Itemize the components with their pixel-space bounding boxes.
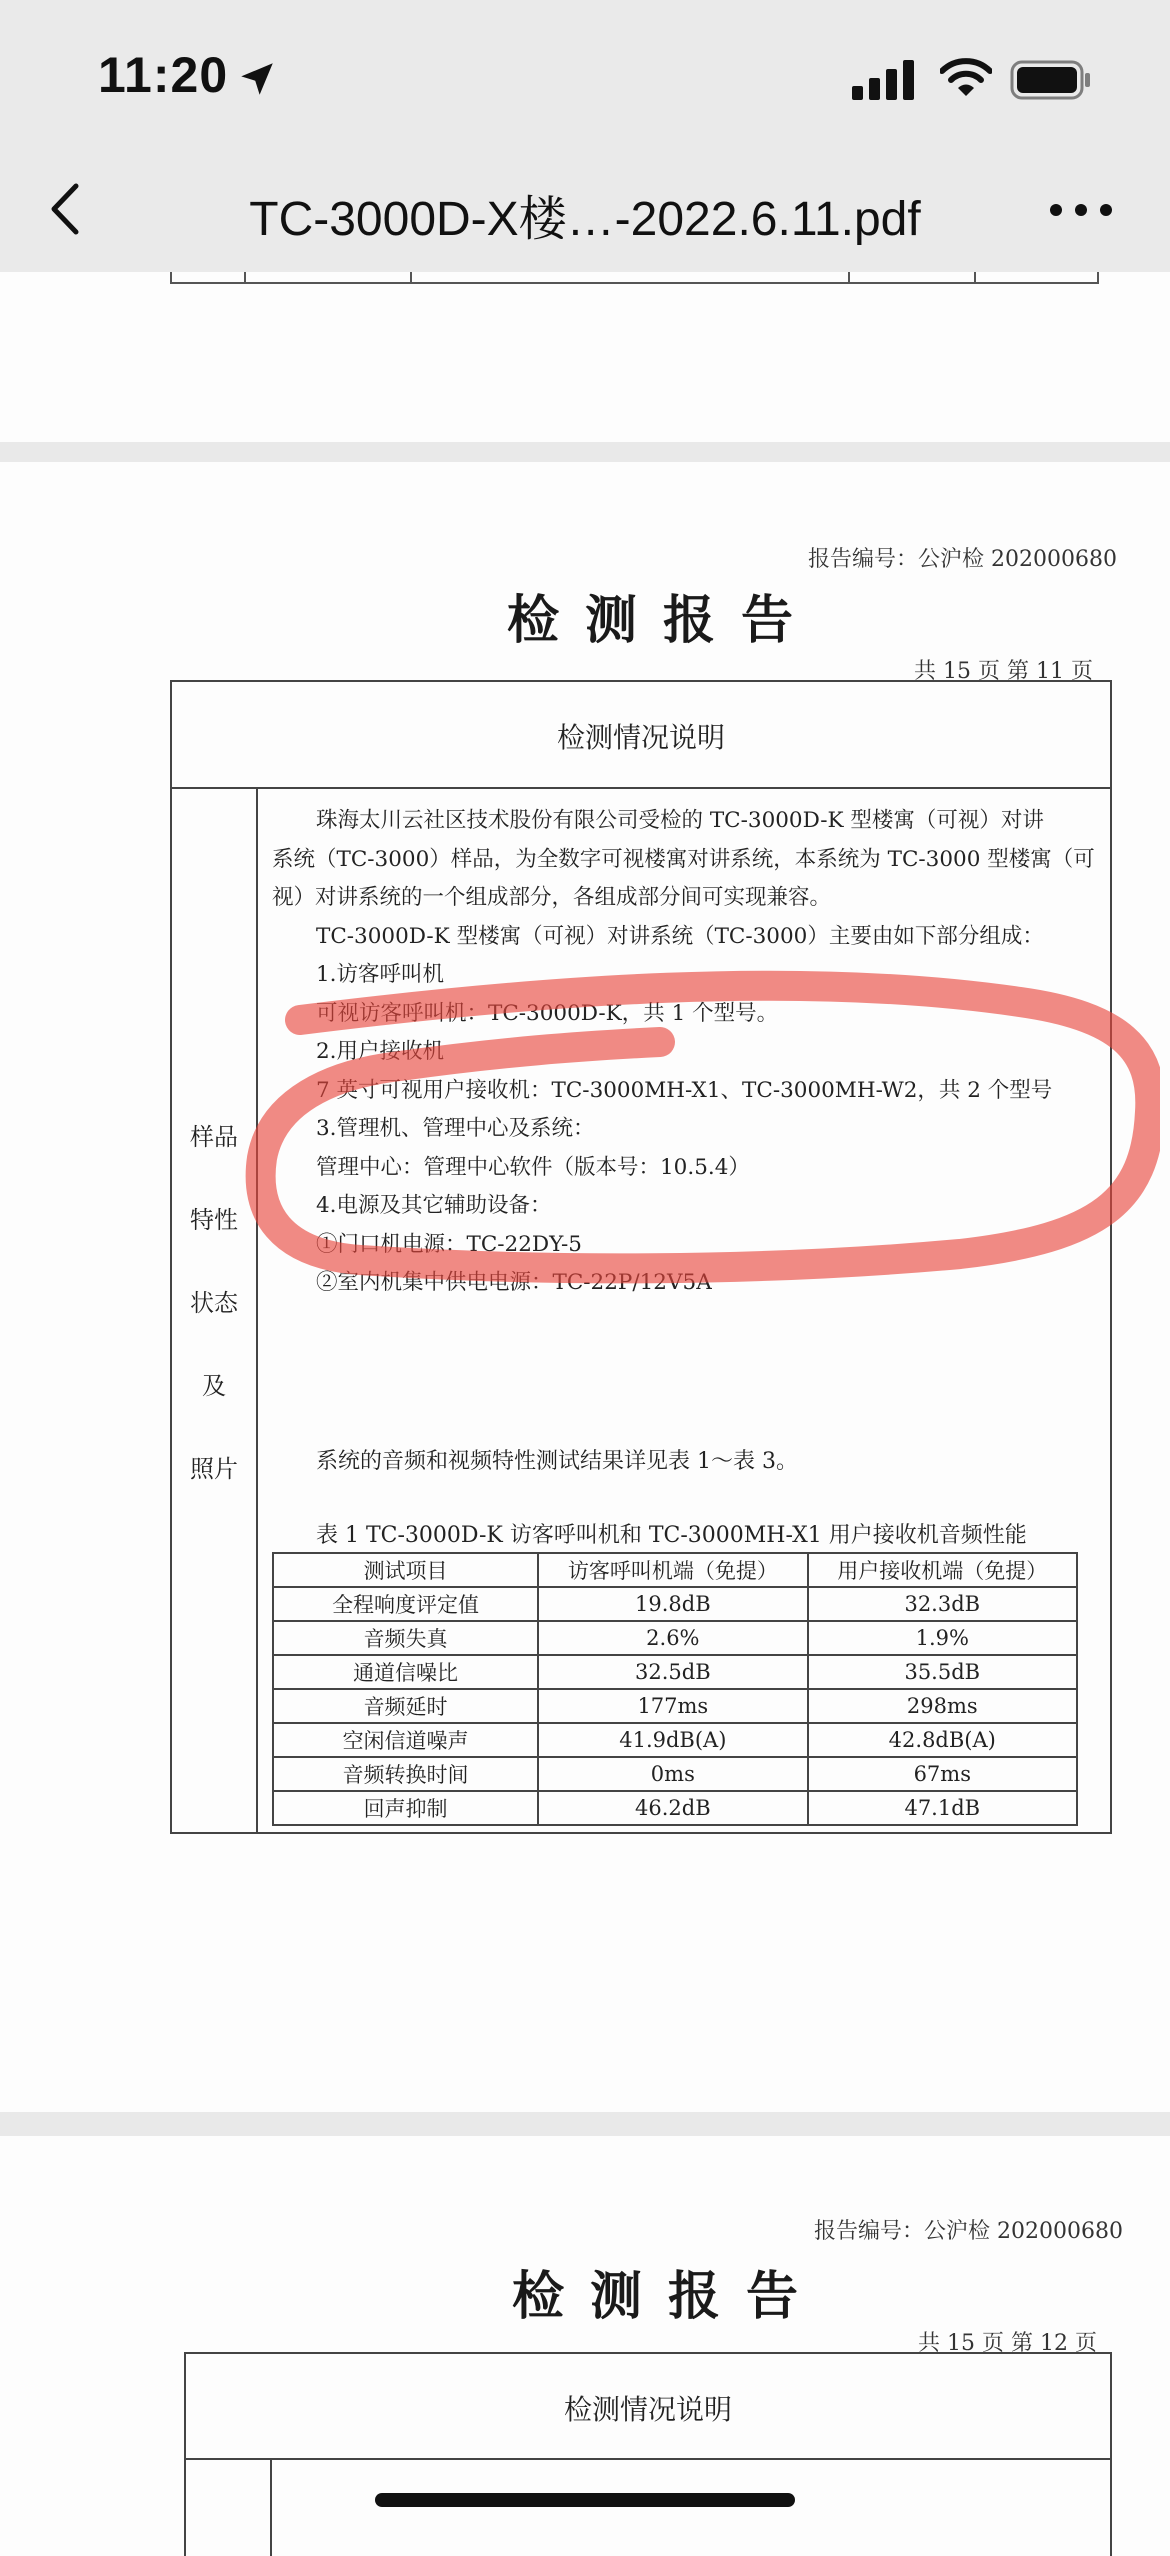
paragraph-line: 视）对讲系统的一个组成部分，各组成部分间可实现兼容。 (272, 885, 832, 910)
report-number: 报告编号：公沪检 202000680 (808, 547, 1117, 572)
report-number: 报告编号：公沪检 202000680 (814, 2219, 1123, 2244)
table-caption: 表 1 TC-3000D-K 访客呼叫机和 TC-3000MH-X1 用户接收机音频性能 (316, 1523, 1027, 1548)
paragraph-line: ①门口机电源：TC-22DY-5 (316, 1231, 582, 1257)
status-bar (0, 0, 1170, 150)
column-header: 测试项目 (273, 1553, 538, 1587)
table-row (273, 1587, 1077, 1621)
wifi-icon (940, 58, 992, 98)
table-header-row (273, 1553, 1077, 1587)
signal-icon (852, 60, 916, 100)
side-label-line: 特性 (190, 1206, 238, 1234)
table-cell: 回声抑制 (273, 1791, 538, 1825)
table-cell: 32.3dB (808, 1587, 1077, 1621)
side-label-line: 样品 (190, 1123, 238, 1151)
table-row (273, 1621, 1077, 1655)
paragraph-line: 可视访客呼叫机：TC-3000D-K，共 1 个型号。 (316, 1000, 779, 1026)
table-cell: 空闲信道噪声 (273, 1723, 538, 1757)
summary-text: 系统的音频和视频特性测试结果详见表 1～表 3。 (316, 1449, 798, 1474)
pdf-page-10 (0, 272, 1170, 442)
nav-bar (0, 150, 1170, 272)
table-cell: 音频转换时间 (273, 1757, 538, 1791)
audio-performance-table (272, 1552, 1078, 1826)
table-cell: 67ms (808, 1757, 1077, 1791)
table-cell: 177ms (538, 1689, 807, 1723)
report-title: 检测报告 (507, 590, 820, 651)
status-time: 11:20 (98, 47, 229, 103)
table-cell: 1.9% (808, 1621, 1077, 1655)
table-cell: 19.8dB (538, 1587, 807, 1621)
table-cell: 32.5dB (538, 1655, 807, 1689)
paragraph-line: 4.电源及其它辅助设备： (316, 1193, 552, 1218)
side-label-line: 照片 (190, 1455, 238, 1483)
section-heading: 检测情况说明 (563, 2393, 732, 2426)
paragraph-line: TC-3000D-K 型楼寓（可视）对讲系统（TC-3000）主要由如下部分组成： (316, 923, 1044, 949)
side-label-line: 状态 (190, 1289, 238, 1317)
report-frame (184, 2352, 1112, 2556)
page-count: 共 15 页 第 12 页 (918, 2331, 1097, 2356)
column-header: 用户接收机端（免提） (808, 1553, 1077, 1587)
paragraph-line: 7 英寸可视用户接收机：TC-3000MH-X1、TC-3000MH-W2，共 2 个型号 (316, 1077, 1053, 1103)
page-count: 共 15 页 第 11 页 (914, 659, 1093, 684)
paragraph-line: 管理中心：管理中心软件（版本号：10.5.4） (316, 1154, 750, 1180)
report-frame (170, 680, 1112, 1834)
table-cell: 通道信噪比 (273, 1655, 538, 1689)
table-cell: 47.1dB (808, 1791, 1077, 1825)
previous-page-table-fragment (170, 272, 1099, 284)
pdf-page-11 (0, 462, 1170, 2112)
section-heading: 检测情况说明 (556, 721, 725, 754)
table-row (273, 1723, 1077, 1757)
table-row (273, 1791, 1077, 1825)
paragraph-line: 系统（TC-3000）样品，为全数字可视楼寓对讲系统，本系统为 TC-3000 型楼寓（可 (272, 846, 1095, 872)
table-row (273, 1655, 1077, 1689)
table-cell: 2.6% (538, 1621, 807, 1655)
table-row (273, 1757, 1077, 1791)
paragraph-line: 珠海太川云社区技术股份有限公司受检的 TC-3000D-K 型楼寓（可视）对讲 (316, 808, 1044, 833)
document-title: TC-3000D-X楼…-2022.6.11.pdf (249, 193, 921, 246)
table-cell: 42.8dB(A) (808, 1723, 1077, 1757)
table-cell: 298ms (808, 1689, 1077, 1723)
location-arrow-icon (236, 58, 278, 100)
sample-side-label (172, 1117, 256, 1532)
back-button[interactable] (40, 174, 100, 244)
table-row (273, 1689, 1077, 1723)
paragraph-line: 2.用户接收机 (316, 1039, 445, 1064)
table-cell: 41.9dB(A) (538, 1723, 807, 1757)
side-label-line: 及 (202, 1372, 226, 1400)
table-cell: 音频延时 (273, 1689, 538, 1723)
more-options-button[interactable] (1046, 190, 1116, 230)
table-cell: 46.2dB (538, 1791, 807, 1825)
paragraph-line: 3.管理机、管理中心及系统： (316, 1116, 595, 1141)
battery-icon (1010, 60, 1092, 100)
report-title: 检测报告 (512, 2266, 825, 2327)
table-cell: 全程响度评定值 (273, 1587, 538, 1621)
description-text (272, 802, 1095, 1303)
paragraph-line: 1.访客呼叫机 (316, 962, 445, 987)
paragraph-line: ②室内机集中供电电源：TC-22P/12V5A (316, 1270, 712, 1295)
column-header: 访客呼叫机端（免提） (538, 1553, 807, 1587)
table-cell: 音频失真 (273, 1621, 538, 1655)
table-cell: 35.5dB (808, 1655, 1077, 1689)
home-indicator[interactable] (375, 2493, 795, 2507)
table-cell: 0ms (538, 1757, 807, 1791)
